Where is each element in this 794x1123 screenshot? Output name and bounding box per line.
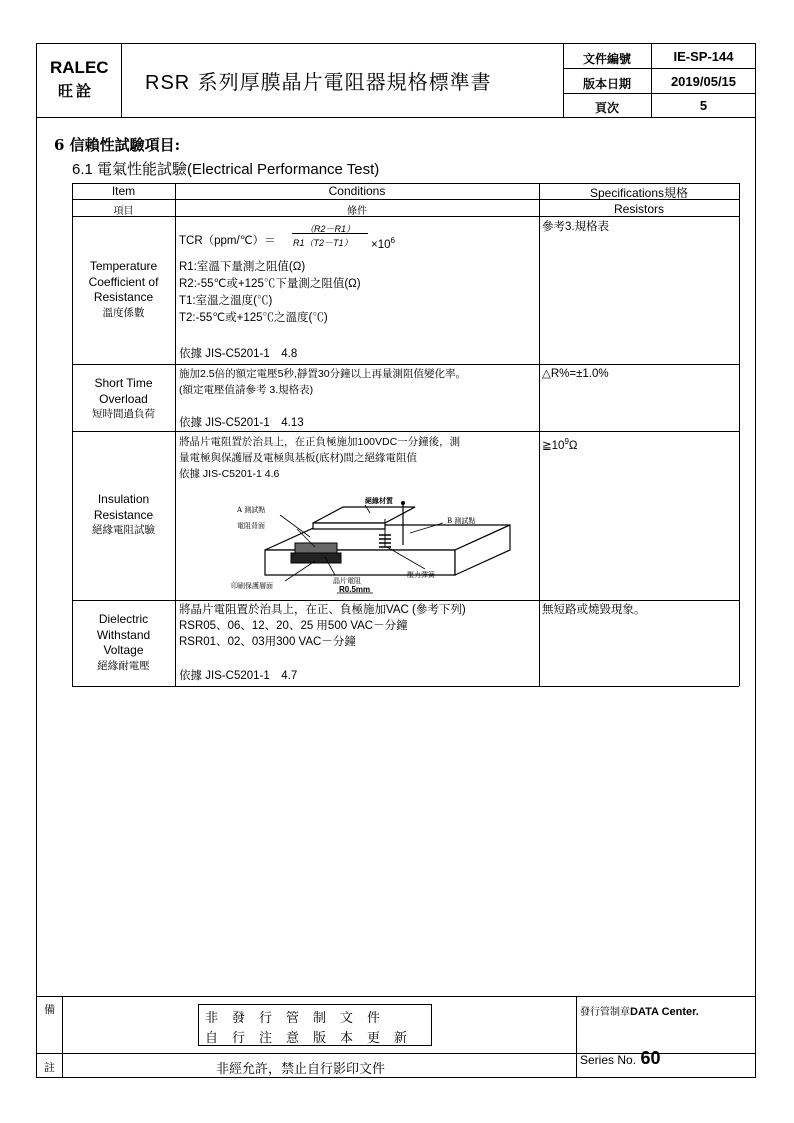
tcr-line: R1:室溫下量測之阻值(Ω)	[179, 261, 306, 273]
footer-bei: 備	[44, 1003, 55, 1016]
table-col-rule	[175, 183, 176, 686]
item-line: Short Time	[94, 376, 153, 390]
meta-label-version-date: 版本日期	[582, 77, 631, 91]
header-specifications: Specifications規格	[589, 186, 689, 200]
table-row-rule	[72, 364, 739, 365]
label-chip-resistor: 晶片電阻	[333, 577, 361, 585]
tcr-numerator: （R2－R1）	[305, 224, 356, 234]
table-col-rule	[739, 183, 740, 686]
meta-value-page: 5	[699, 98, 708, 113]
spec-prefix: ≧10	[542, 439, 565, 452]
item-line: Temperature	[89, 259, 158, 273]
meta-value-version-date: 2019/05/15	[670, 74, 737, 89]
row-conditions-dielectric-withstand	[179, 602, 537, 650]
fraction-bar	[292, 233, 368, 234]
table-row-rule	[72, 600, 739, 601]
row-reference-tcr: 依據 JIS-C5201-1 4.8	[179, 348, 298, 360]
condition-line: RSR05、06、12、20、25 用500 VAC－分鐘	[179, 620, 408, 632]
series-number	[580, 1048, 661, 1069]
condition-line: 依據 JIS-C5201-1 4.6	[179, 468, 280, 480]
meta-value-doc-no: IE-SP-144	[673, 49, 734, 64]
series-value: 60	[640, 1048, 661, 1068]
item-line: Resistance	[93, 507, 154, 522]
condition-line: RSR01、02、03用300 VAC－分鐘	[179, 636, 356, 648]
uncontrolled-document-box	[198, 1004, 432, 1046]
row-item-insulation-resistance	[72, 492, 175, 539]
item-zh: 溫度係數	[102, 306, 145, 319]
section-heading	[54, 134, 180, 155]
header-resistors: Resistors	[613, 202, 664, 216]
row-item-dielectric-withstand	[72, 612, 175, 674]
condition-line: 施加2.5倍的額定電壓5秒,靜置30分鐘以上再量測阻值變化率。	[179, 368, 467, 380]
item-zh: 短時間過負荷	[92, 408, 155, 420]
tcr-exponent: 6	[390, 236, 395, 245]
box-line-2: 自行注意版本更新	[205, 1031, 422, 1046]
tcr-line: T2:-55℃或+125℃之溫度(℃)	[179, 312, 328, 324]
item-line: Insulation	[97, 492, 150, 506]
row-item-tcr	[72, 259, 175, 321]
condition-line: 將晶片電阻置於治具上，在正、負極施加VAC (參考下列)	[179, 604, 466, 616]
tcr-line: R2:-55℃或+125℃下量測之阻值(Ω)	[179, 278, 361, 290]
insulation-cover-front	[313, 523, 385, 529]
leader-a	[280, 515, 310, 537]
table-col-rule	[539, 183, 540, 686]
tcr-formula	[179, 219, 534, 255]
tcr-line: T1:室溫之溫度(℃)	[179, 295, 273, 307]
row-conditions-short-time-overload	[179, 366, 537, 398]
row-reference-short-time-overload: 依據 JIS-C5201-1 4.13	[179, 417, 304, 429]
header-conditions-zh: 條件	[347, 206, 367, 217]
label-insulation-cover: 絕緣材質	[365, 496, 393, 505]
item-line: Withstand	[96, 627, 151, 642]
label-print-protect: 印刷保護層面	[231, 582, 273, 590]
tcr-denominator: R1（T2－T1）	[293, 238, 353, 248]
row-spec-tcr: 參考3.規格表	[542, 221, 610, 233]
footer-col-rule	[62, 996, 63, 1078]
header-divider	[121, 43, 122, 117]
company-name-en: RALEC	[50, 58, 109, 77]
row-item-short-time-overload	[72, 376, 175, 423]
section-title: 信賴性試驗項目:	[69, 136, 181, 154]
label-test-point-a: A 測試點	[237, 506, 266, 514]
chip-electrode-shape	[291, 553, 341, 563]
row-conditions-tcr	[179, 219, 534, 327]
subsection-heading: 6.1 電氣性能試驗(Electrical Performance Test)	[72, 161, 380, 178]
copy-prohibited-notice: 非經允許，禁止自行影印文件	[216, 1062, 386, 1077]
row-spec-dielectric-withstand: 無短路或燒毀現象。	[542, 604, 646, 616]
box-line-1: 非發行管制文件	[205, 1011, 395, 1026]
item-zh: 絕緣電阻試驗	[92, 524, 155, 536]
item-line: Coefficient of	[88, 274, 159, 289]
title-text: 系列厚膜晶片電阻器規格標準書	[197, 70, 492, 94]
item-line: Dielectric	[98, 612, 149, 626]
title-prefix: RSR	[145, 72, 191, 94]
insulation-test-figure	[225, 495, 525, 600]
label-resistor-back: 電阻背面	[237, 522, 265, 530]
label-pressure-spring: 壓力彈簧	[407, 571, 435, 579]
series-label: Series No.	[580, 1053, 637, 1067]
item-line: Overload	[99, 391, 148, 406]
header-bottom-rule	[36, 117, 756, 118]
stamp-prefix: 發行管制章	[580, 1007, 630, 1018]
footer-col-rule	[576, 996, 577, 1078]
header-row-rule	[563, 68, 756, 69]
item-line: Resistance	[93, 290, 154, 304]
header-item-en: Item	[111, 184, 136, 198]
tcr-multiplier	[371, 233, 395, 253]
footer-top-rule	[36, 996, 756, 997]
header-row-rule	[563, 93, 756, 94]
stamp-name: DATA Center.	[630, 1006, 699, 1018]
issue-stamp	[580, 1003, 699, 1018]
spec-exponent: 9	[564, 437, 569, 446]
table-row-rule	[72, 431, 739, 432]
section-number: 6	[54, 136, 65, 154]
condition-line: (額定電壓值請參考 3.規格表)	[179, 384, 314, 396]
meta-label-page: 頁次	[594, 101, 619, 115]
footer-zhu: 註	[44, 1061, 55, 1074]
row-spec-short-time-overload: △R%=±1.0%	[542, 368, 609, 380]
item-line: Voltage	[103, 643, 144, 657]
meta-label-doc-no: 文件編號	[582, 52, 631, 66]
item-zh: 絕緣耐電壓	[97, 659, 150, 672]
condition-line: 將晶片電阻置於治具上，在正負極施加100VDC一分鐘後，測	[179, 436, 461, 448]
insulation-cover	[313, 507, 415, 523]
probe-tip	[401, 501, 405, 505]
label-radius: R0.5mm	[339, 585, 371, 594]
tcr-suffix: ×10	[371, 238, 391, 251]
table-bottom-rule	[72, 686, 739, 687]
row-spec-insulation-resistance	[542, 434, 578, 454]
spec-suffix: Ω	[568, 439, 578, 452]
row-reference-dielectric-withstand: 依據 JIS-C5201-1 4.7	[179, 670, 298, 682]
condition-line: 量電極與保護層及電極與基板(底材)間之絕緣電阻值	[179, 452, 417, 464]
label-test-point-b: B 測試點	[447, 517, 476, 525]
row-conditions-insulation-resistance	[179, 434, 537, 482]
document-title	[145, 66, 492, 95]
header-item-zh: 項目	[113, 206, 134, 217]
company-name-zh: 旺詮	[58, 82, 95, 100]
header-conditions-en: Conditions	[328, 184, 386, 198]
tcr-prefix: TCR（ppm/℃）＝	[179, 235, 276, 247]
